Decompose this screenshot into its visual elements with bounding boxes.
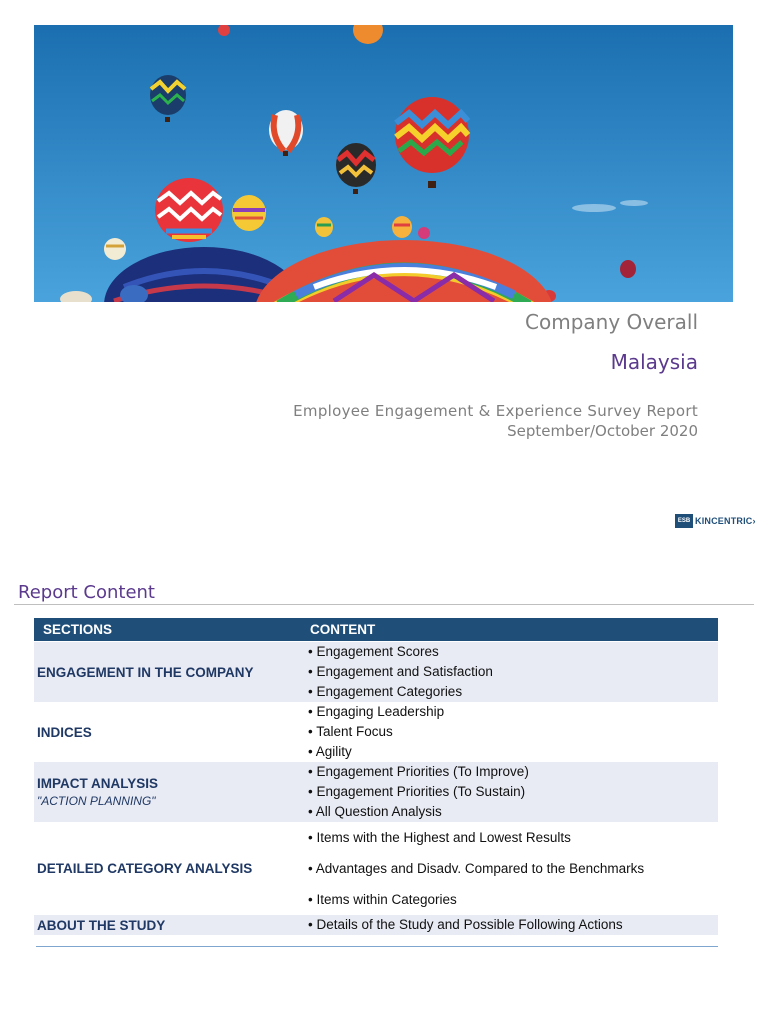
- section-indices: [34, 702, 304, 762]
- section-items: [304, 822, 718, 915]
- sections-column-header: SECTIONS: [34, 618, 304, 642]
- section-label: ENGAGEMENT IN THE COMPANY: [37, 664, 254, 680]
- table-row: [34, 822, 718, 915]
- list-item: • All Question Analysis: [308, 804, 442, 819]
- title-divider: [14, 604, 754, 605]
- section-label: DETAILED CATEGORY ANALYSIS: [37, 861, 253, 876]
- bottom-divider: [36, 946, 718, 947]
- list-item: • Engagement Categories: [308, 684, 463, 699]
- table-row: [34, 702, 718, 762]
- report-title: Employee Engagement & Experience Survey Report: [293, 402, 698, 420]
- section-label: INDICES: [37, 724, 92, 740]
- list-item: • Details of the Study and Possible Following Actions: [308, 917, 623, 932]
- report-date: September/October 2020: [507, 422, 698, 440]
- list-item: • Talent Focus: [308, 724, 393, 739]
- section-label: ABOUT THE STUDY: [37, 917, 166, 933]
- table-row: [34, 915, 718, 935]
- section-impact-analysis: [34, 762, 304, 822]
- report-content-table: [34, 618, 718, 935]
- list-item: • Engagement and Satisfaction: [308, 664, 493, 679]
- list-item: • Engaging Leadership: [308, 704, 445, 719]
- list-item: • Engagement Priorities (To Sustain): [308, 784, 526, 799]
- section-items: [304, 762, 718, 822]
- table-header-row: [34, 618, 718, 642]
- section-detailed-category: [34, 822, 304, 915]
- logo-text: KINCENTRIC›: [695, 516, 756, 526]
- list-item: • Items with the Highest and Lowest Results: [308, 830, 571, 845]
- section-items: [304, 642, 718, 703]
- section-label: IMPACT ANALYSIS: [37, 776, 159, 791]
- table-row: [34, 762, 718, 822]
- section-items: [304, 702, 718, 762]
- country-name: Malaysia: [610, 350, 698, 374]
- list-item: • Advantages and Disadv. Compared to the Benchmarks: [308, 861, 645, 876]
- list-item: • Engagement Priorities (To Improve): [308, 764, 529, 779]
- kincentric-logo: [675, 513, 756, 529]
- balloon-6: [232, 195, 266, 231]
- company-name: Company Overall: [525, 310, 698, 334]
- list-item: • Agility: [308, 744, 352, 759]
- balloon-5: [155, 178, 223, 242]
- list-item: • Engagement Scores: [308, 644, 439, 659]
- section-subtitle: "ACTION PLANNING": [37, 794, 156, 808]
- balloons-illustration: [34, 25, 733, 302]
- logo-mark: ESB: [675, 514, 693, 528]
- table-row: [34, 642, 718, 703]
- section-about-study: [34, 915, 304, 935]
- list-item: • Items within Categories: [308, 892, 457, 907]
- content-column-header: CONTENT: [304, 618, 718, 642]
- hero-image: [34, 25, 733, 302]
- report-content-title: Report Content: [18, 582, 155, 603]
- section-engagement: [34, 642, 304, 703]
- section-items: [304, 915, 718, 935]
